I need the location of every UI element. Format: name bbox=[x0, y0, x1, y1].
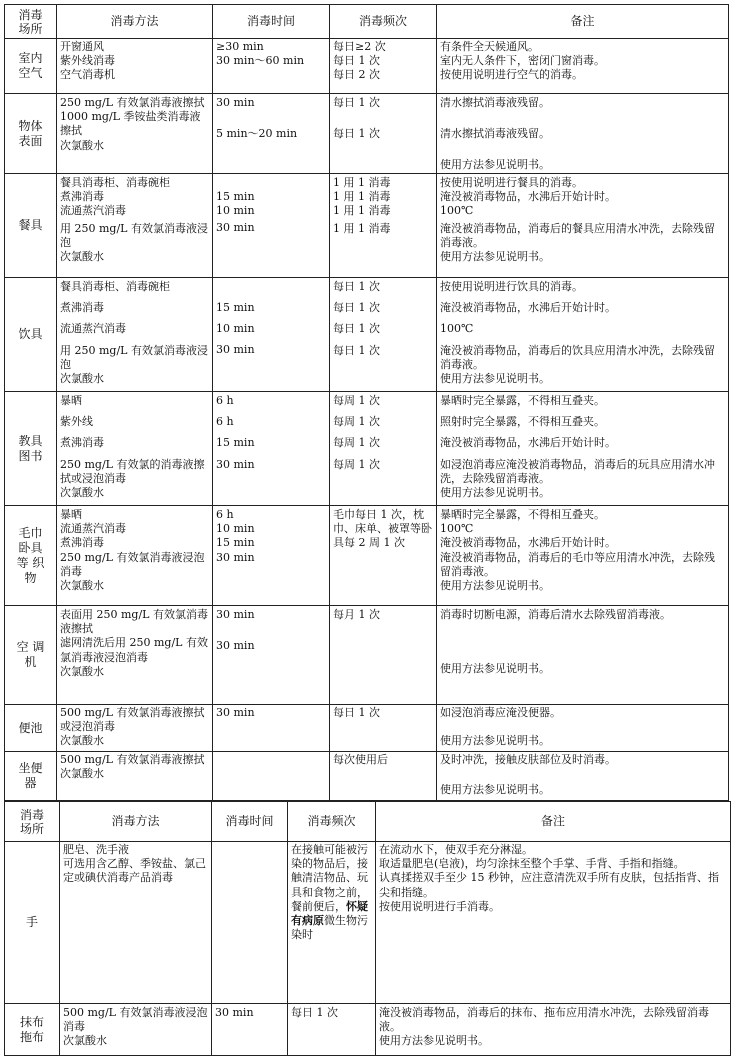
method-line: 1000 mg/L 季铵盐类消毒液擦拭 bbox=[60, 110, 201, 138]
time-cell bbox=[213, 752, 330, 801]
note-line: 清水擦拭消毒液残留。 bbox=[440, 96, 550, 109]
note-line: 使用方法参见说明书。 bbox=[440, 372, 550, 386]
frequency-cell bbox=[330, 94, 437, 174]
header-method: 消毒方法 bbox=[57, 5, 213, 39]
time-line: 15 min bbox=[216, 190, 255, 203]
frequency-line: 1 用 1 消毒 bbox=[333, 221, 391, 235]
header-notes: 备注 bbox=[437, 5, 729, 39]
place-cell: 饮具 bbox=[5, 278, 57, 392]
frequency-cell bbox=[330, 752, 437, 801]
header-time: 消毒时间 bbox=[212, 802, 288, 842]
time-cell bbox=[213, 39, 330, 94]
method-line: 用 250 mg/L 有效氯消毒液浸泡 bbox=[60, 343, 208, 371]
table-row-tableware bbox=[5, 174, 729, 278]
note-line: 淹没被消毒物品，消毒后的饮具应用清水冲洗，去除残留消毒液。 bbox=[440, 343, 715, 371]
header-place: 消毒 场所 bbox=[5, 5, 57, 39]
frequency-cell bbox=[330, 39, 437, 94]
method-line: 用 250 mg/L 有效氯消毒液浸泡 bbox=[60, 221, 208, 249]
frequency-line: 每日 1 次 bbox=[333, 280, 380, 293]
time-line: 30 min bbox=[216, 457, 255, 471]
table-row-potty bbox=[5, 705, 729, 752]
note-line: 淹没被消毒物品，水沸后开始计时。 bbox=[440, 436, 616, 450]
method-line: 次氯酸水 bbox=[60, 372, 104, 386]
method-line: 500 mg/L 有效氯消毒液擦拭 bbox=[60, 753, 205, 766]
note-line: 如浸泡消毒应淹没被消毒物品，消毒后的玩具应用清水冲洗，去除残留消毒液。 bbox=[440, 457, 715, 485]
table-row-drinkware bbox=[5, 278, 729, 392]
method-line: 次氯酸水 bbox=[60, 767, 104, 781]
note-line: 按使用说明进行手消毒。 bbox=[379, 899, 500, 913]
method-line: 次氯酸水 bbox=[60, 734, 104, 748]
notes-cell bbox=[376, 1004, 731, 1056]
method-line: 次氯酸水 bbox=[60, 138, 104, 152]
place-cell: 空 调 机 bbox=[5, 606, 57, 705]
note-line: 淹没被消毒物品，水沸后开始计时。 bbox=[440, 190, 616, 204]
note-line: 淹没被消毒物品，消毒后的餐具应用清水冲洗，去除残留消毒液。 bbox=[440, 221, 715, 249]
frequency-line: 1 用 1 消毒 bbox=[333, 204, 391, 218]
table-row-air-conditioner bbox=[5, 606, 729, 705]
frequency-line: 每周 1 次 bbox=[333, 436, 380, 450]
note-line: 淹没被消毒物品，水沸后开始计时。 bbox=[440, 536, 616, 550]
place-cell: 物体 表面 bbox=[5, 94, 57, 174]
time-line: 5 min～20 min bbox=[216, 127, 298, 141]
method-line: 500 mg/L 有效氯消毒液擦拭或浸泡消毒 bbox=[60, 706, 205, 734]
frequency-line: 每次使用后 bbox=[333, 753, 388, 766]
frequency-line: 每日 1 次 bbox=[333, 96, 380, 109]
frequency-bold-text: 怀疑有病原 bbox=[291, 899, 368, 928]
note-line: 100℃ bbox=[440, 522, 474, 536]
note-line: 清水擦拭消毒液残留。 bbox=[440, 127, 550, 141]
time-line: 15 min bbox=[216, 436, 255, 450]
note-line: 使用方法参见说明书。 bbox=[440, 662, 550, 676]
table-row-object-surface bbox=[5, 94, 729, 174]
header-method: 消毒方法 bbox=[60, 802, 212, 842]
time-line: 30 min～60 min bbox=[216, 54, 305, 68]
method-line: 煮沸消毒 bbox=[60, 436, 104, 450]
notes-cell bbox=[437, 752, 729, 801]
time-line: 10 min bbox=[216, 204, 255, 218]
frequency-line: 每日 1 次 bbox=[333, 127, 380, 141]
time-line: 15 min bbox=[216, 536, 255, 550]
note-line: 使用方法参见说明书。 bbox=[440, 486, 550, 500]
header-place: 消毒 场所 bbox=[5, 802, 60, 842]
note-line: 按使用说明进行空气的消毒。 bbox=[440, 68, 583, 82]
time-cell bbox=[213, 705, 330, 752]
method-line: 250 mg/L 有效氯消毒液擦拭 bbox=[60, 96, 205, 109]
method-line: 500 mg/L 有效氯消毒液浸泡消毒 bbox=[63, 1006, 208, 1034]
method-line: 250 mg/L 有效氯消毒液浸泡消毒 bbox=[60, 550, 205, 578]
note-line: 使用方法参见说明书。 bbox=[440, 734, 550, 748]
frequency-line: 每日 1 次 bbox=[333, 322, 380, 336]
notes-cell bbox=[437, 705, 729, 752]
method-line: 次氯酸水 bbox=[60, 250, 104, 264]
note-line: 按使用说明进行饮具的消毒。 bbox=[440, 280, 583, 293]
table-row-indoor-air bbox=[5, 39, 729, 94]
method-line: 表面用 250 mg/L 有效氯消毒液擦拭 bbox=[60, 608, 208, 636]
frequency-line: 每周 1 次 bbox=[333, 394, 380, 407]
header-time: 消毒时间 bbox=[213, 5, 330, 39]
time-line: 30 min bbox=[216, 550, 255, 564]
notes-cell bbox=[437, 94, 729, 174]
notes-cell bbox=[437, 39, 729, 94]
note-line: 使用方法参见说明书。 bbox=[440, 579, 550, 593]
frequency-line: 每日 1 次 bbox=[333, 706, 380, 719]
time-cell bbox=[212, 1004, 288, 1056]
note-line: 按使用说明进行餐具的消毒。 bbox=[440, 176, 583, 189]
note-line: 淹没被消毒物品，消毒后的毛巾等应用清水冲洗，去除残留消毒液。 bbox=[440, 550, 715, 578]
note-line: 室内无人条件下，密闭门窗消毒。 bbox=[440, 54, 605, 68]
frequency-cell bbox=[330, 506, 437, 606]
table-header-row bbox=[5, 802, 731, 842]
time-cell bbox=[213, 392, 330, 506]
time-cell bbox=[212, 842, 288, 1004]
note-line: 及时冲洗，接触皮肤部位及时消毒。 bbox=[440, 753, 616, 766]
method-cell bbox=[60, 1004, 212, 1056]
note-line: 暴晒时完全暴露，不得相互叠夹。 bbox=[440, 508, 605, 521]
time-line: 6 h bbox=[216, 415, 234, 429]
method-cell bbox=[57, 752, 213, 801]
table-row-hand bbox=[5, 842, 731, 1004]
frequency-cell bbox=[330, 705, 437, 752]
note-line: 淹没被消毒物品，水沸后开始计时。 bbox=[440, 301, 616, 315]
note-line: 认真揉搓双手至少 15 秒钟，应注意清洗双手所有皮肤，包括指背、指尖和指缝。 bbox=[379, 871, 719, 899]
frequency-cell bbox=[330, 392, 437, 506]
frequency-line: 每日 2 次 bbox=[333, 68, 380, 82]
method-line: 紫外线 bbox=[60, 415, 93, 429]
time-cell bbox=[213, 94, 330, 174]
frequency-line: 1 用 1 消毒 bbox=[333, 176, 391, 189]
method-line: 空气消毒机 bbox=[60, 68, 115, 82]
frequency-line: 每周 1 次 bbox=[333, 415, 380, 429]
method-line: 煮沸消毒 bbox=[60, 301, 104, 315]
frequency-line bbox=[291, 843, 372, 942]
frequency-cell bbox=[330, 606, 437, 705]
method-cell bbox=[57, 94, 213, 174]
method-line: 滤网清洗后用 250 mg/L 有效氯消毒液浸泡消毒 bbox=[60, 636, 208, 664]
note-line: 淹没被消毒物品，消毒后的抹布、拖布应用清水冲洗，去除残留消毒液。 bbox=[379, 1006, 709, 1034]
header-frequency: 消毒频次 bbox=[288, 802, 376, 842]
frequency-cell bbox=[330, 278, 437, 392]
place-cell: 便池 bbox=[5, 705, 57, 752]
note-line: 使用方法参见说明书。 bbox=[379, 1034, 489, 1048]
note-line: 消毒时切断电源，消毒后清水去除残留消毒液。 bbox=[440, 608, 671, 621]
table-row-toilet bbox=[5, 752, 729, 801]
time-line: 30 min bbox=[216, 639, 255, 653]
frequency-cell bbox=[288, 1004, 376, 1056]
place-cell: 室内 空气 bbox=[5, 39, 57, 94]
notes-cell bbox=[437, 506, 729, 606]
frequency-line: 每日 1 次 bbox=[291, 1006, 338, 1019]
note-line: 使用方法参见说明书。 bbox=[440, 250, 550, 264]
frequency-line: 每日≥2 次 bbox=[333, 40, 386, 53]
method-line: 暴晒 bbox=[60, 508, 82, 521]
header-notes: 备注 bbox=[376, 802, 731, 842]
note-line: 100℃ bbox=[440, 204, 474, 218]
method-line: 流通蒸汽消毒 bbox=[60, 204, 126, 218]
time-line: 6 h bbox=[216, 394, 234, 407]
method-line: 次氯酸水 bbox=[60, 664, 104, 678]
method-cell bbox=[57, 278, 213, 392]
method-cell bbox=[57, 506, 213, 606]
frequency-cell bbox=[330, 174, 437, 278]
place-cell: 抹布 拖布 bbox=[5, 1004, 60, 1056]
time-line: 10 min bbox=[216, 522, 255, 536]
frequency-text: 微生物污染时 bbox=[291, 914, 368, 942]
method-line: 煮沸消毒 bbox=[60, 190, 104, 204]
method-line: 暴晒 bbox=[60, 394, 82, 407]
method-line: 煮沸消毒 bbox=[60, 536, 104, 550]
place-cell: 坐便 器 bbox=[5, 752, 57, 801]
header-frequency: 消毒频次 bbox=[330, 5, 437, 39]
table-row-cloth-mop bbox=[5, 1004, 731, 1056]
note-line: 照射时完全暴露，不得相互叠夹。 bbox=[440, 415, 605, 429]
method-cell bbox=[57, 705, 213, 752]
method-line: 250 mg/L 有效氯的消毒液擦拭或浸泡消毒 bbox=[60, 457, 205, 485]
time-line: 6 h bbox=[216, 508, 234, 521]
frequency-line: 每周 1 次 bbox=[333, 457, 380, 471]
frequency-line: 每日 1 次 bbox=[333, 54, 380, 68]
frequency-line: 每日 1 次 bbox=[333, 343, 380, 357]
time-cell bbox=[213, 506, 330, 606]
note-line: 100℃ bbox=[440, 322, 474, 336]
note-line: 暴晒时完全暴露，不得相互叠夹。 bbox=[440, 394, 605, 407]
note-line: 使用方法参见说明书。 bbox=[440, 783, 550, 797]
disinfection-table-main bbox=[4, 4, 729, 801]
method-cell bbox=[57, 392, 213, 506]
note-line: 在流动水下，使双手充分淋湿。 bbox=[379, 843, 533, 856]
method-line: 次氯酸水 bbox=[60, 486, 104, 500]
frequency-cell bbox=[288, 842, 376, 1004]
note-line: 如浸泡消毒应淹没便器。 bbox=[440, 706, 561, 719]
note-line: 有条件全天候通风。 bbox=[440, 40, 539, 53]
time-line: ≥30 min bbox=[216, 40, 264, 53]
method-cell: 肥皂、洗手液 可选用含乙醇、季铵盐、氯己定或碘伏消毒产品消毒 bbox=[60, 842, 212, 1004]
place-cell: 餐具 bbox=[5, 174, 57, 278]
method-cell bbox=[57, 606, 213, 705]
time-line: 30 min bbox=[216, 221, 255, 235]
method-line: 开窗通风 bbox=[60, 40, 104, 53]
notes-cell bbox=[437, 392, 729, 506]
disinfection-table-hand bbox=[4, 801, 731, 1056]
table-row-books bbox=[5, 392, 729, 506]
method-line: 紫外线消毒 bbox=[60, 54, 115, 68]
time-line: 30 min bbox=[215, 1006, 254, 1019]
table-header-row bbox=[5, 5, 729, 39]
time-line: 30 min bbox=[216, 96, 255, 109]
frequency-line: 每日 1 次 bbox=[333, 301, 380, 315]
notes-cell bbox=[437, 606, 729, 705]
time-line: 30 min bbox=[216, 343, 255, 357]
time-line: 30 min bbox=[216, 608, 255, 621]
time-line: 15 min bbox=[216, 301, 255, 314]
method-cell bbox=[57, 39, 213, 94]
place-cell: 教具 图书 bbox=[5, 392, 57, 506]
time-cell bbox=[213, 278, 330, 392]
note-line: 使用方法参见说明书。 bbox=[440, 158, 550, 172]
time-line: 10 min bbox=[216, 322, 255, 336]
table-row-towels-bedding bbox=[5, 506, 729, 606]
notes-cell bbox=[376, 842, 731, 1004]
note-line: 取适量肥皂(皂液)，均匀涂抹至整个手掌、手背、手指和指缝。 bbox=[379, 857, 685, 871]
frequency-line: 每月 1 次 bbox=[333, 608, 380, 621]
time-cell bbox=[213, 606, 330, 705]
frequency-line: 1 用 1 消毒 bbox=[333, 190, 391, 204]
notes-cell bbox=[437, 174, 729, 278]
method-cell bbox=[57, 174, 213, 278]
place-cell: 毛巾 卧具 等 织 物 bbox=[5, 506, 57, 606]
method-line: 流通蒸汽消毒 bbox=[60, 322, 126, 336]
method-line: 次氯酸水 bbox=[63, 1034, 107, 1048]
frequency-line: 毛巾每日 1 次，枕巾、床单、被罩等卧具每 2 周 1 次 bbox=[333, 508, 432, 550]
frequency-text: 在接触可能被污染的物品后，接触清洁物品、玩具和食物之前，餐前便后， bbox=[291, 843, 368, 913]
time-line: 30 min bbox=[216, 706, 255, 719]
method-line: 次氯酸水 bbox=[60, 579, 104, 593]
time-cell bbox=[213, 174, 330, 278]
method-line: 流通蒸汽消毒 bbox=[60, 522, 126, 536]
method-line: 餐具消毒柜、消毒碗柜 bbox=[60, 280, 170, 293]
notes-cell bbox=[437, 278, 729, 392]
place-cell: 手 bbox=[5, 842, 60, 1004]
method-line: 餐具消毒柜、消毒碗柜 bbox=[60, 176, 170, 189]
